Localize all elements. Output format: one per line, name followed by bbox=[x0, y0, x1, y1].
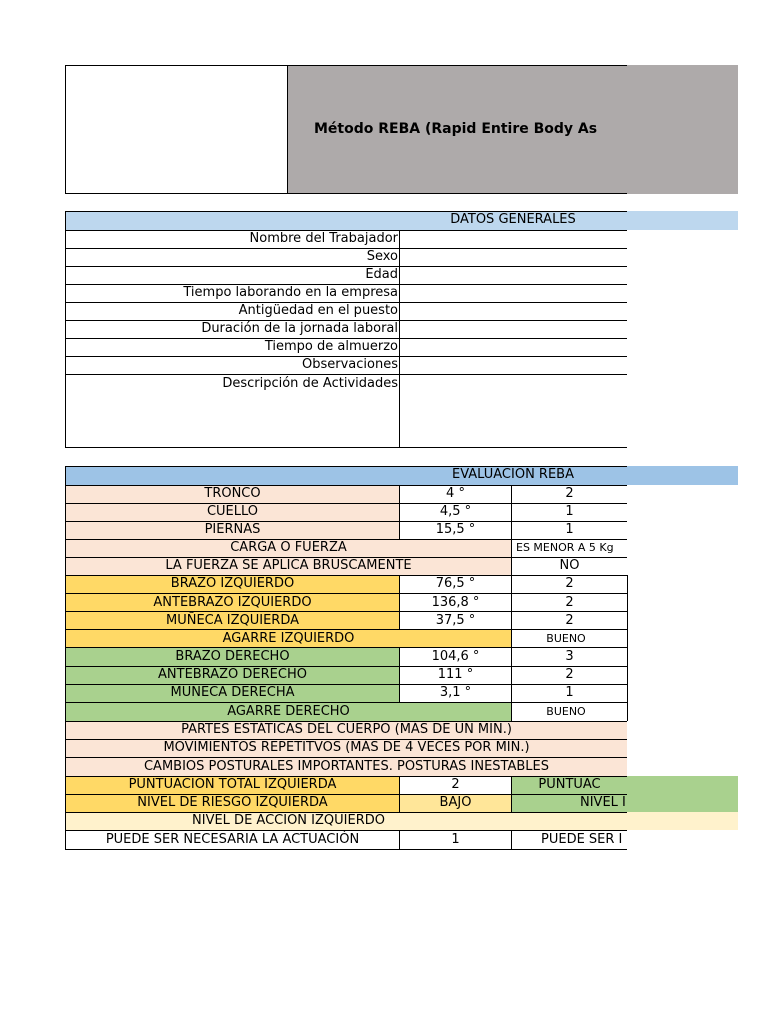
datos-label-nombre: Nombre del Trabajador bbox=[249, 231, 398, 246]
actuacion-label: PUEDE SER NECESARIA LA ACTUACIÓN bbox=[105, 832, 360, 847]
estaticas-label: PARTES ESTÁTICAS DEL CUERPO (MÁS DE UN MIN.) bbox=[181, 722, 512, 737]
brazo-izq-angle: 76,5 ° bbox=[435, 576, 476, 591]
brazo-izq-label: BRAZO IZQUIERDO bbox=[170, 576, 295, 591]
datos-value-almuerzo[interactable] bbox=[400, 339, 627, 356]
piernas-label: PIERNAS bbox=[204, 522, 261, 537]
muneca-izq-angle: 37,5 ° bbox=[435, 613, 476, 628]
actuacion-der-label: PUEDE SER I bbox=[541, 832, 623, 847]
datos-value-antiguedad[interactable] bbox=[400, 303, 627, 320]
brazo-izq-score: 2 bbox=[565, 576, 574, 591]
brazo-der-score: 3 bbox=[565, 649, 574, 664]
tronco-label: TRONCO bbox=[204, 486, 261, 501]
cuello-label: CUELLO bbox=[206, 504, 259, 519]
datos-label-antiguedad: Antigüedad en el puesto bbox=[238, 303, 398, 318]
datos-label-almuerzo: Tiempo de almuerzo bbox=[264, 339, 398, 354]
page-title: Método REBA (Rapid Entire Body As bbox=[314, 121, 598, 137]
puntuacion-izq-label: PUNTUACION TOTAL IZQUIERDA bbox=[128, 777, 337, 792]
datos-label-descripcion: Descripción de Actividades bbox=[222, 376, 398, 391]
antebrazo-der-angle: 111 ° bbox=[437, 667, 474, 682]
brusca-value: NO bbox=[559, 558, 580, 573]
repetitivos-label: MOVIMIENTOS REPETITVOS (MÁS DE 4 VECES POR MIN.) bbox=[163, 740, 530, 755]
puntuacion-izq-value: 2 bbox=[451, 777, 460, 792]
brazo-der-angle: 104,6 ° bbox=[431, 649, 480, 664]
riesgo-izq-value: BAJO bbox=[439, 795, 472, 810]
brazo-der-label: BRAZO DERECHO bbox=[175, 649, 290, 664]
muneca-der-angle: 3,1 ° bbox=[439, 685, 472, 700]
datos-value-jornada[interactable] bbox=[400, 321, 627, 338]
piernas-score: 1 bbox=[565, 522, 574, 537]
agarre-izq-value: BUENO bbox=[546, 632, 586, 645]
cuello-score: 1 bbox=[565, 504, 574, 519]
muneca-izq-score: 2 bbox=[565, 613, 574, 628]
actuacion-value: 1 bbox=[451, 832, 460, 847]
datos-label-edad: Edad bbox=[365, 267, 398, 282]
datos-label-tiempo-empresa: Tiempo laborando en la empresa bbox=[183, 285, 398, 300]
agarre-der-value: BUENO bbox=[546, 705, 586, 718]
datos-label-sexo: Sexo bbox=[366, 249, 398, 264]
antebrazo-der-label: ANTEBRAZO DERECHO bbox=[158, 667, 307, 682]
eval-section-title: EVALUACIÓN REBA bbox=[451, 467, 574, 482]
datos-value-observaciones[interactable] bbox=[400, 357, 627, 374]
carga-value: ES MENOR A 5 Kg bbox=[516, 541, 614, 554]
cuello-angle: 4,5 ° bbox=[439, 504, 472, 519]
puntuacion-der-label: PUNTUAC bbox=[538, 777, 601, 792]
carga-label: CARGA O FUERZA bbox=[230, 540, 347, 555]
datos-value-sexo[interactable] bbox=[400, 249, 627, 266]
riesgo-izq-label: NIVEL DE RIESGO IZQUIERDA bbox=[137, 795, 328, 810]
agarre-der-label: AGARRE DERECHO bbox=[227, 704, 350, 719]
datos-value-nombre[interactable] bbox=[400, 231, 627, 248]
header-logo-box bbox=[65, 65, 288, 194]
datos-section-title: DATOS GENERALES bbox=[450, 212, 576, 227]
tronco-score: 2 bbox=[565, 486, 574, 501]
antebrazo-der-score: 2 bbox=[565, 667, 574, 682]
riesgo-der-label: NIVEL I bbox=[580, 795, 626, 810]
antebrazo-izq-score: 2 bbox=[565, 595, 574, 610]
datos-value-descripcion[interactable] bbox=[400, 375, 627, 447]
muneca-der-label: MUÑECA DERECHA bbox=[170, 685, 295, 700]
muneca-izq-label: MUÑECA IZQUIERDA bbox=[165, 613, 299, 628]
tronco-angle: 4 ° bbox=[446, 486, 465, 501]
brusca-label: LA FUERZA SE APLICA BRUSCAMENTE bbox=[165, 558, 412, 573]
datos-value-tiempo-empresa[interactable] bbox=[400, 285, 627, 302]
piernas-angle: 15,5 ° bbox=[435, 522, 476, 537]
cambios-label: CAMBIOS POSTURALES IMPORTANTES. POSTURAS INESTABLES bbox=[143, 759, 550, 774]
accion-izq-label: NIVEL DE ACCIÓN IZQUIERDO bbox=[192, 813, 385, 828]
datos-label-observaciones: Observaciones bbox=[302, 357, 398, 372]
antebrazo-izq-label: ANTEBRAZO IZQUIERDO bbox=[153, 595, 312, 610]
datos-label-jornada: Duración de la jornada laboral bbox=[201, 321, 398, 336]
datos-value-edad[interactable] bbox=[400, 267, 627, 284]
antebrazo-izq-angle: 136,8 ° bbox=[431, 595, 480, 610]
muneca-der-score: 1 bbox=[565, 685, 574, 700]
agarre-izq-label: AGARRE IZQUIERDO bbox=[222, 631, 355, 646]
